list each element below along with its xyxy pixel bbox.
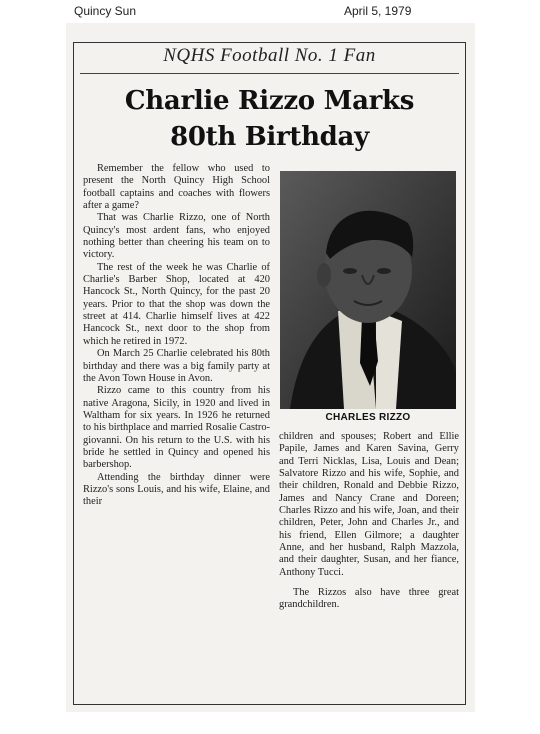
paragraph: The Rizzos also have three great grandchildren. [279, 587, 459, 611]
publication-name: Quincy Sun [74, 4, 137, 18]
article-frame [73, 42, 466, 705]
publication-date: April 5, 1979 [344, 4, 412, 18]
portrait-photo [280, 171, 456, 409]
kicker-divider [80, 73, 459, 74]
paragraph: Rizzo came to this country from his native Aragona, Sicily, in 1920 and lived in Waltham for six years. In 1926 he returned to his birthplace and married Rosalie Castro-giovanni. On his return to the U.S. with his bride he settled in Quincy and opened his barbershop. [83, 385, 270, 471]
paragraph: Remember the fellow who used to present the North Quincy High School football captains and coaches with flowers after a game? [83, 163, 270, 212]
newspaper-clipping [66, 23, 475, 712]
page-header [0, 0, 540, 22]
paragraph: Attending the birthday dinner were Rizzo's sons Louis, and his wife, Elaine, and their [83, 471, 270, 508]
paragraph: The rest of the week he was Charlie of Charlie's Barber Shop, located at 420 Hancock St., North Quincy, for the past 20 years. Prior to that the shop was down the street at 414. Charlie himself lives at 422 Hancock St., next door to the shop from which he retired in 1972. [83, 261, 270, 347]
article-headline [74, 83, 465, 155]
portrait-image [280, 171, 456, 409]
article-column-left [83, 163, 270, 509]
headline-line-1: Charlie Rizzo Marks [124, 86, 415, 116]
paragraph: On March 25 Charlie celebrated his 80th birthday and there was a big family party at the Avon Town House in Avon. [83, 348, 270, 384]
paragraph: children and spouses; Robert and Ellie Papile, James and Karen Savina, Gerry and Terri Nicklas, Lisa, Louis and Dean; Salvatore Rizzo and his wife, Sophie, and their children, Ronald and Debbie Rizzo, James and Nancy Crane and Doreen; Charles Rizzo and his wife, Joan, and their children, Peter, John and Charles Jr., and his friend, Ellen Gilmore; a daughter Anne, and her husband, Ralph Mazzola, and their daughter, Susan, and her fiance, Anthony Tucci. [279, 431, 459, 578]
headline-line-2: 80th Birthday [170, 122, 369, 152]
photo-caption: CHARLES RIZZO [325, 412, 411, 423]
paragraph: That was Charlie Rizzo, one of North Quincy's most ardent fans, who enjoyed nothing better than cheering his team on to victory. [83, 212, 270, 261]
article-kicker: NQHS Football No. 1 Fan [163, 45, 376, 66]
article-column-right [279, 431, 459, 612]
